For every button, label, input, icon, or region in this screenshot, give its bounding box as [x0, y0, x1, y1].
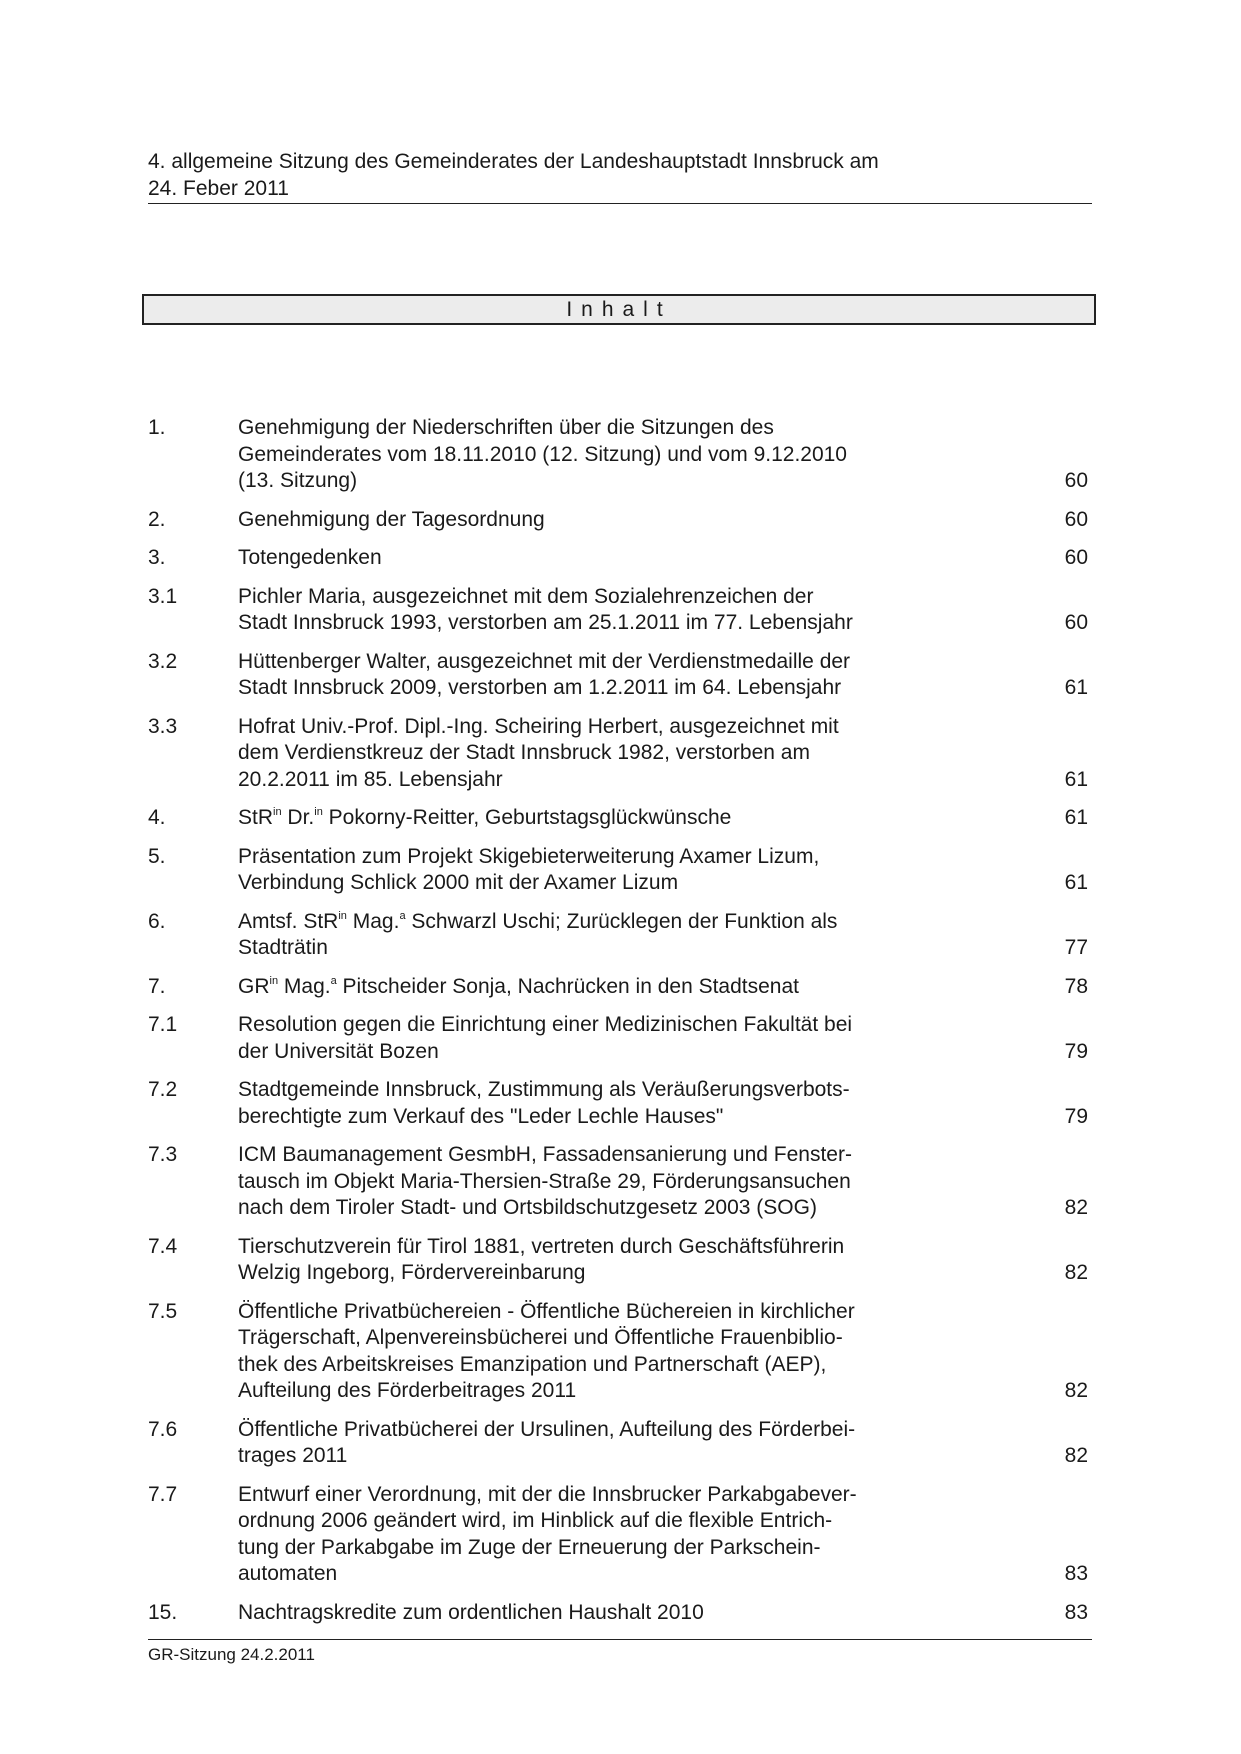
header-line-2: 24. Feber 2011: [148, 177, 289, 200]
toc-entry-text: [238, 507, 958, 534]
toc-entry-number: 7.1: [148, 1013, 178, 1036]
toc-entry-text: [238, 1417, 958, 1470]
toc-title: Inhalt: [566, 298, 672, 321]
toc-entry-line: ordnung 2006 geändert wird, im Hinblick auf die flexible Entrich-: [238, 1509, 833, 1532]
toc-entry-line: Trägerschaft, Alpenvereinsbücherei und Öffentliche Frauenbiblio-: [238, 1326, 843, 1349]
toc-entry: [148, 805, 1092, 832]
toc-entry-text: [238, 714, 958, 794]
toc-entry-line: Gemeinderates vom 18.11.2010 (12. Sitzung) und vom 9.12.2010: [238, 442, 847, 466]
toc-entry-text: [238, 584, 958, 637]
footer-text: GR-Sitzung 24.2.2011: [148, 1645, 315, 1664]
header-line-1: 4. allgemeine Sitzung des Gemeinderates der Landeshauptstadt Innsbruck am: [148, 150, 879, 173]
toc-entry-line: Öffentliche Privatbücherei der Ursulinen, Aufteilung des Förderbei-: [238, 1417, 856, 1441]
toc-entry: [148, 584, 1092, 637]
toc-entry-line: Totengedenken: [238, 546, 382, 569]
toc-entry-page: 82: [1064, 1261, 1088, 1284]
toc-entry: [148, 1600, 1092, 1627]
toc-entry-line: Öffentliche Privatbüchereien - Öffentliche Büchereien in kirchlicher: [238, 1299, 855, 1323]
toc-entry-line: Präsentation zum Projekt Skigebieterweiterung Axamer Lizum,: [238, 844, 820, 868]
toc-entry-number: 7.: [148, 974, 166, 998]
document-header: [148, 148, 1092, 204]
toc-entry-line: automaten: [238, 1562, 338, 1585]
toc-entry-number: 3.3: [148, 714, 178, 738]
toc-entry-number: 7.3: [148, 1143, 178, 1166]
toc-entry-text: [238, 1077, 958, 1130]
toc-entry-line: Entwurf einer Verordnung, mit der die Innsbrucker Parkabgabever-: [238, 1482, 857, 1506]
toc-entry-page: 60: [1064, 507, 1088, 531]
toc-entry-page: 61: [1064, 871, 1088, 894]
toc-entry-line: Stadt Innsbruck 2009, verstorben am 1.2.2011 im 64. Lebensjahr: [238, 676, 842, 699]
toc-entry-line: Hüttenberger Walter, ausgezeichnet mit der Verdienstmedaille der: [238, 649, 851, 673]
toc-entry-line: StR$^{in}$ Dr.$^{in}$ Pokorny-Reitter, Geburtstagsglückwünsche: [238, 806, 732, 829]
toc-entry-page: 60: [1064, 611, 1088, 634]
toc-entry-number: 3.1: [148, 584, 178, 608]
toc-entry-line: berechtigte zum Verkauf des "Leder Lechle Hauses": [238, 1104, 724, 1128]
toc-entry-page: 83: [1064, 1562, 1088, 1585]
toc-entry-number: 7.5: [148, 1299, 178, 1323]
toc-entry: [148, 1077, 1092, 1130]
toc-entry-line: Hofrat Univ.-Prof. Dipl.-Ing. Scheiring Herbert, ausgezeichnet mit: [238, 714, 839, 738]
toc-entry-page: 79: [1064, 1104, 1088, 1128]
toc-entry-number: 3.: [148, 546, 166, 569]
page-footer: [148, 1639, 1092, 1666]
toc-entry-line: Aufteilung des Förderbeitrages 2011: [238, 1379, 577, 1402]
toc-entry-page: 61: [1064, 806, 1088, 829]
toc-entry-line: Genehmigung der Tagesordnung: [238, 507, 545, 531]
toc-entry-number: 6.: [148, 909, 166, 933]
toc-entry-line: Stadträtin: [238, 936, 328, 959]
toc-entry-line: thek des Arbeitskreises Emanzipation und Partnerschaft (AEP),: [238, 1352, 827, 1376]
toc-entry-page: 77: [1064, 936, 1088, 959]
toc-entry-text: [238, 1482, 958, 1588]
toc-entry-text: [238, 805, 958, 832]
toc-entry-line: ICM Baumanagement GesmbH, Fassadensanierung und Fenster-: [238, 1143, 852, 1166]
toc-entry-text: [238, 1142, 958, 1222]
toc-entry-line: $GR^{in}$ Mag.$^a$ Pitscheider Sonja, Nachrücken in den Stadtsenat: [238, 974, 799, 998]
toc-entry: [148, 1482, 1092, 1588]
toc-entry-line: der Universität Bozen: [238, 1039, 439, 1063]
toc-entry-line: Nachtragskredite zum ordentlichen Haushalt 2010: [238, 1600, 704, 1624]
toc-entry-number: 7.7: [148, 1482, 178, 1506]
toc-entry-text: [238, 1012, 958, 1065]
toc-entry-number: 1.: [148, 416, 166, 439]
toc-entry-line: tausch im Objekt Maria-Thersien-Straße 29, Förderungsansuchen: [238, 1169, 851, 1193]
toc-entry: [148, 1012, 1092, 1065]
toc-entry-text: [238, 1600, 958, 1627]
toc-entry: [148, 1142, 1092, 1222]
toc-entry-text: [238, 649, 958, 702]
toc-entry: [148, 714, 1092, 794]
toc-entry-line: dem Verdienstkreuz der Stadt Innsbruck 1982, verstorben am: [238, 741, 810, 764]
toc-entry-line: Pichler Maria, ausgezeichnet mit dem Sozialehrenzeichen der: [238, 584, 814, 608]
toc-entry-line: Tierschutzverein für Tirol 1881, vertreten durch Geschäftsführerin: [238, 1234, 845, 1258]
toc-entry-line: Stadtgemeinde Innsbruck, Zustimmung als Veräußerungsverbots-: [238, 1078, 850, 1101]
toc-entry-text: [238, 545, 958, 572]
toc-entry-number: 7.6: [148, 1417, 178, 1441]
toc-entry-text: [238, 974, 958, 1001]
toc-entry-page: 60: [1064, 469, 1088, 492]
toc-entry-number: 7.2: [148, 1078, 178, 1101]
toc-entry-page: 61: [1064, 676, 1088, 699]
toc-entry-text: [238, 415, 958, 495]
toc-entry-number: 4.: [148, 806, 166, 829]
toc-entry-line: nach dem Tiroler Stadt- und Ortsbildschutzgesetz 2003 (SOG): [238, 1196, 817, 1219]
toc-entry-page: 79: [1064, 1039, 1088, 1063]
table-of-contents: [148, 415, 1092, 1638]
toc-entry-line: trages 2011: [238, 1444, 348, 1467]
toc-entry: [148, 649, 1092, 702]
toc-entry-page: 82: [1064, 1379, 1088, 1402]
toc-entry-line: Resolution gegen die Einrichtung einer Medizinischen Fakultät bei: [238, 1013, 853, 1036]
toc-entry-page: 83: [1064, 1600, 1088, 1624]
toc-entry-line: 20.2.2011 im 85. Lebensjahr: [238, 767, 503, 791]
toc-entry-text: [238, 1234, 958, 1287]
toc-entry-text: [238, 909, 958, 962]
toc-entry-line: Stadt Innsbruck 1993, verstorben am 25.1.2011 im 77. Lebensjahr: [238, 611, 853, 634]
toc-entry-line: Genehmigung der Niederschriften über die Sitzungen des: [238, 416, 774, 439]
toc-entry-line: Verbindung Schlick 2000 mit der Axamer Lizum: [238, 871, 679, 894]
toc-entry: [148, 507, 1092, 534]
toc-entry-page: 82: [1064, 1196, 1088, 1219]
toc-entry: [148, 1417, 1092, 1470]
toc-entry-page: 60: [1064, 546, 1088, 569]
toc-entry-page: 61: [1064, 767, 1088, 791]
toc-entry-page: 82: [1064, 1444, 1088, 1467]
toc-entry-line: tung der Parkabgabe im Zuge der Erneuerung der Parkschein-: [238, 1535, 821, 1559]
toc-title-box: [142, 294, 1096, 325]
toc-entry-number: 15.: [148, 1600, 178, 1624]
toc-entry: [148, 1299, 1092, 1405]
toc-entry: [148, 844, 1092, 897]
toc-entry: [148, 415, 1092, 495]
toc-entry-text: [238, 1299, 958, 1405]
toc-entry-number: 3.2: [148, 649, 178, 673]
toc-entry-number: 7.4: [148, 1234, 178, 1258]
toc-entry: [148, 909, 1092, 962]
toc-entry-line: Welzig Ingeborg, Fördervereinbarung: [238, 1261, 586, 1284]
toc-entry-number: 5.: [148, 844, 166, 868]
toc-entry-number: 2.: [148, 507, 166, 531]
toc-entry: [148, 545, 1092, 572]
toc-entry-text: [238, 844, 958, 897]
toc-entry-line: Amtsf. StR$^{in}$ Mag.$^a$ Schwarzl Uschi; Zurücklegen der Funktion als: [238, 909, 838, 933]
toc-entry: [148, 974, 1092, 1001]
toc-entry: [148, 1234, 1092, 1287]
toc-entry-page: 78: [1064, 974, 1088, 998]
toc-entry-line: (13. Sitzung): [238, 469, 358, 492]
